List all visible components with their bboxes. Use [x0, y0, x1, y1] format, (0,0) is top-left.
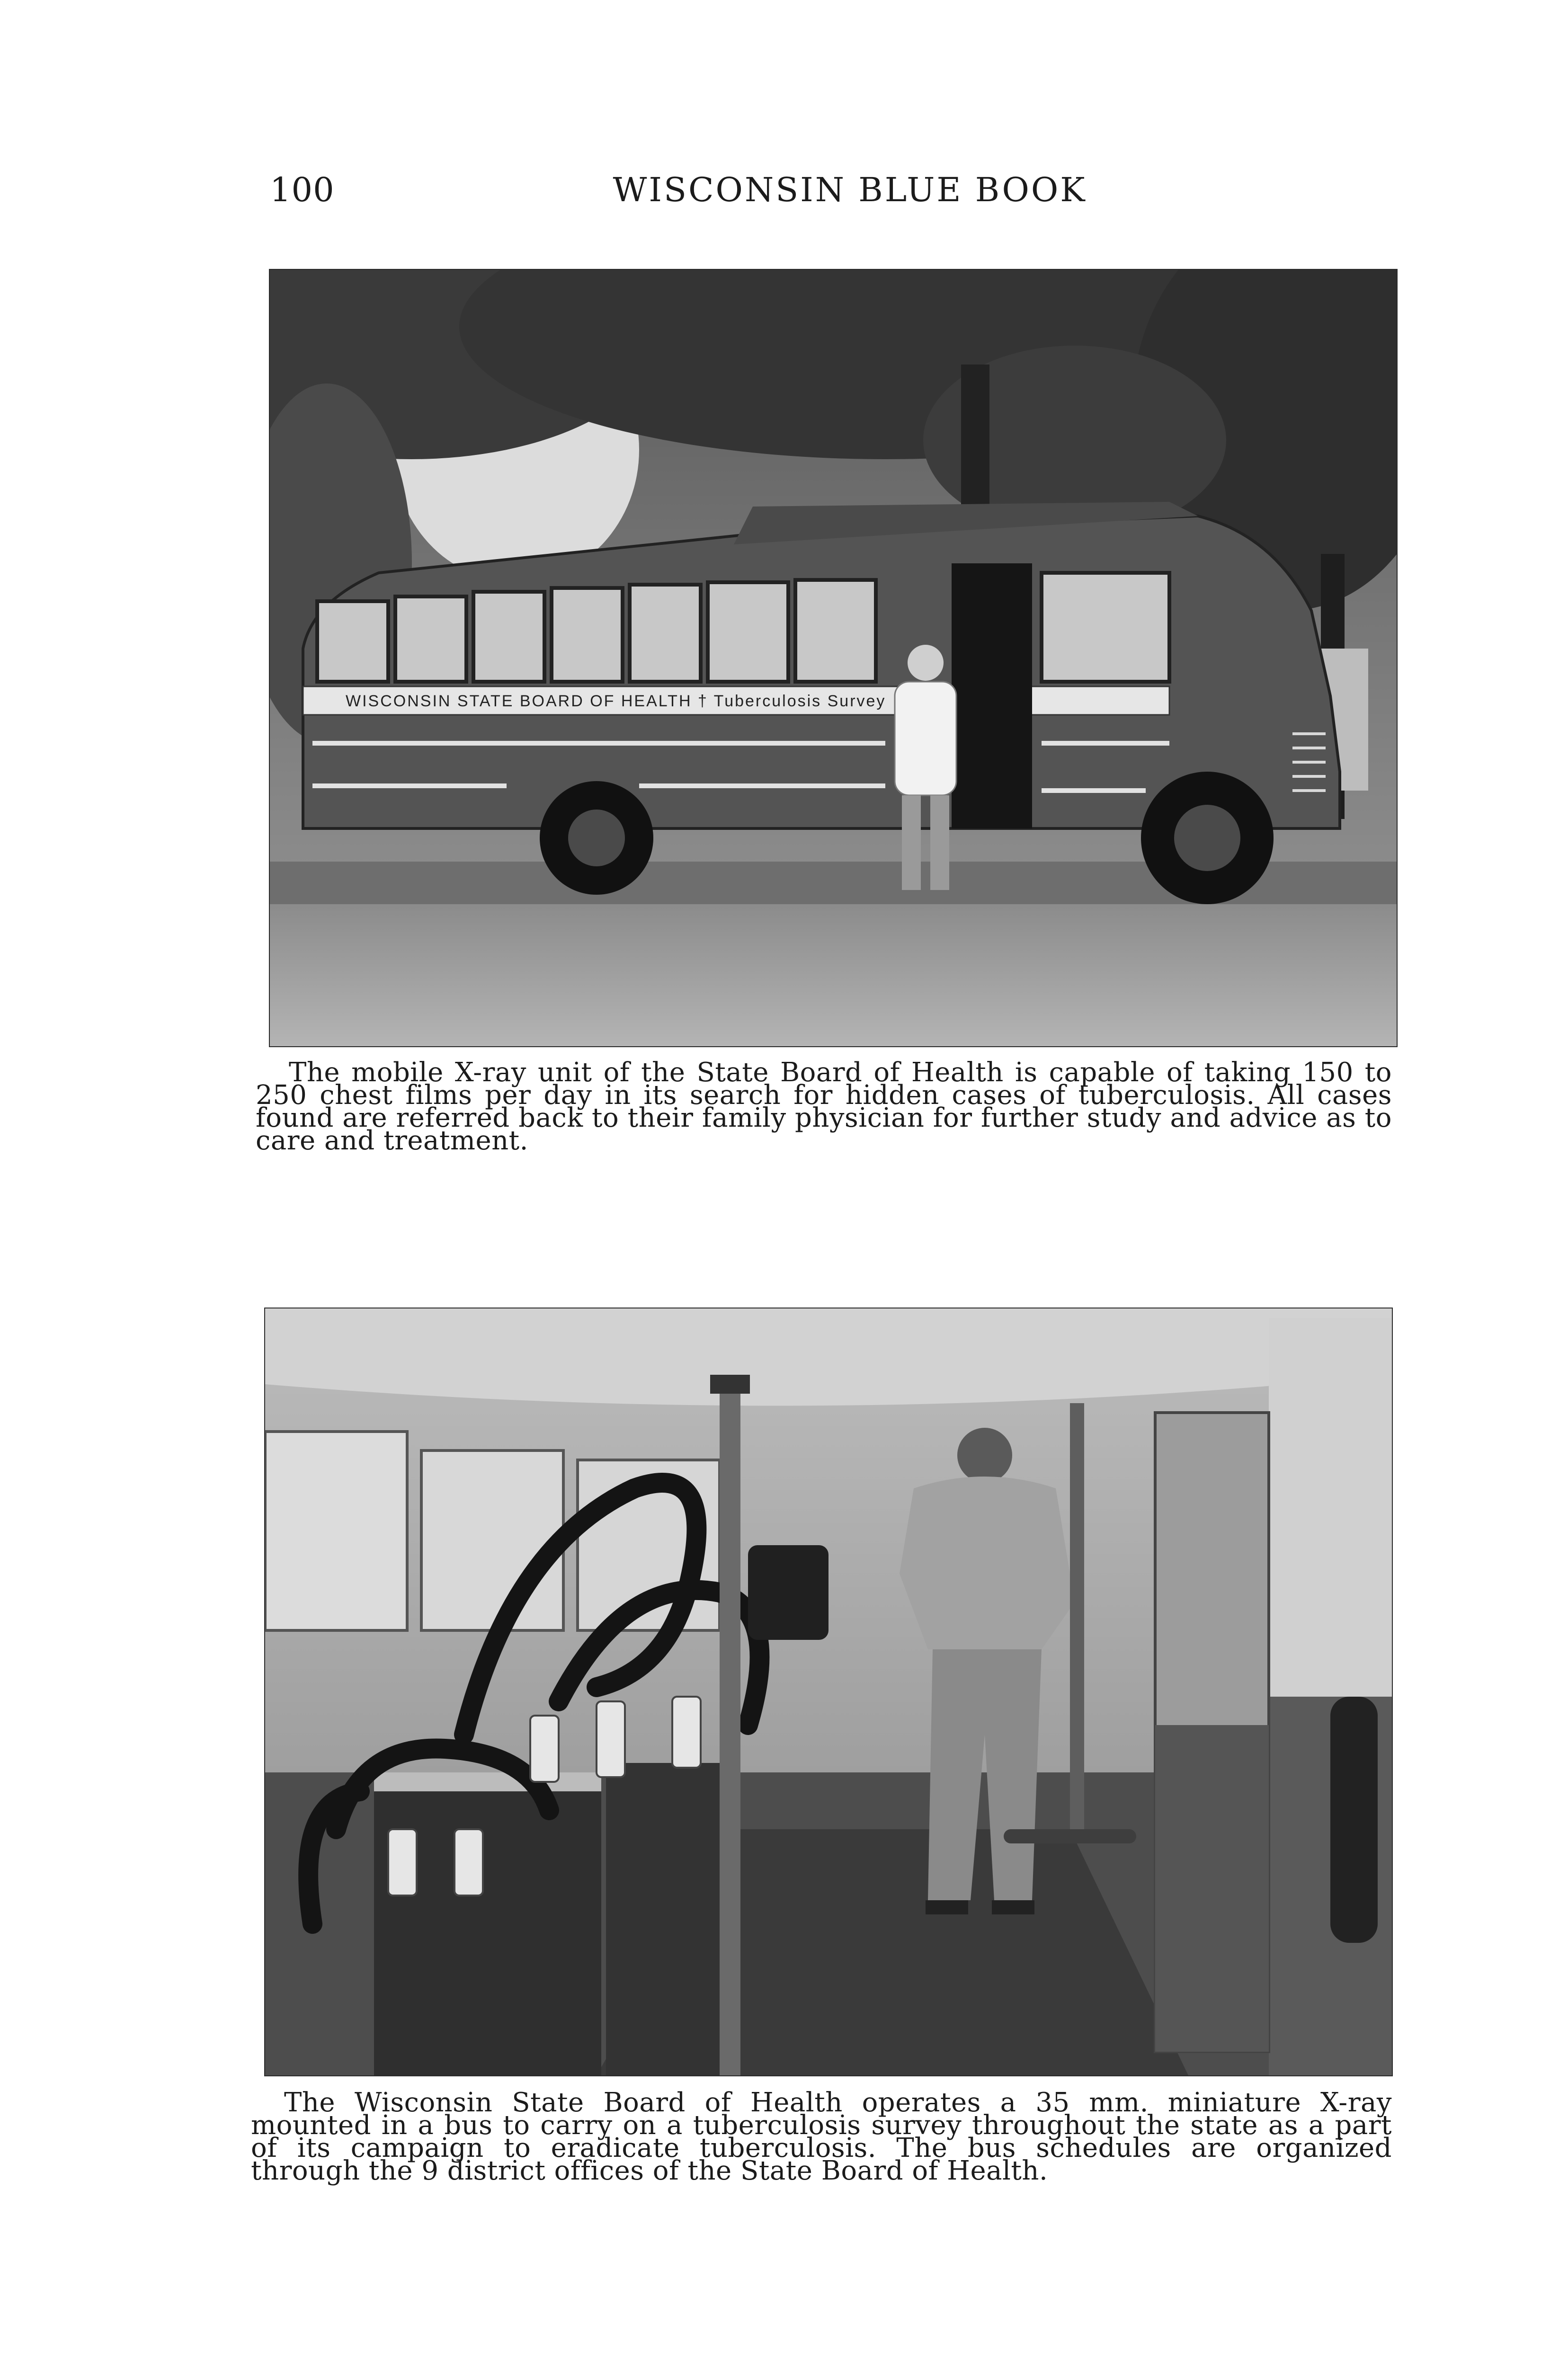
bus-exterior-photo: [269, 269, 1398, 1047]
bus-sign-text: WISCONSIN STATE BOARD OF HEALTH † Tuberculosis Survey: [346, 692, 886, 710]
caption-bus-interior: [251, 2087, 1392, 2186]
caption-text: The mobile X-ray unit of the State Board of Health is capable of taking 150 to 250 chest films per day in its search for hidden cases of tuberculosis. All cases found are referred back to their family physician for further study and advice as to care and treatment.: [256, 1057, 1392, 1156]
caption-bus-exterior: [256, 1057, 1392, 1156]
running-title: WISCONSIN BLUE BOOK: [613, 170, 1087, 209]
caption-text: The Wisconsin State Board of Health operates a 35 mm. miniature X-ray mounted in a bus to carry on a tuberculosis survey throughout the state as a part of its campaign to eradicate tuberculosis. The bus schedules are organized through the 9 district offices of the State Board of Health.: [251, 2087, 1392, 2186]
page-number: 100: [270, 170, 335, 209]
page-header: [270, 170, 1430, 222]
bus-interior-photo: [264, 1308, 1393, 2076]
